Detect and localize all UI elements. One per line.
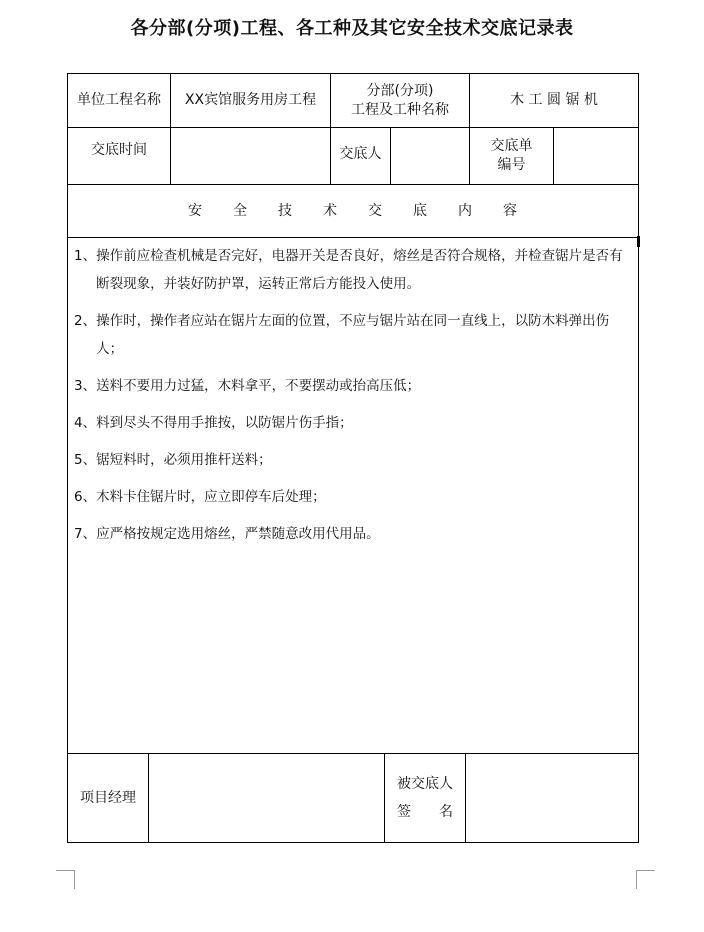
handover-time-label: 交底时间 [91,142,147,158]
list-item [74,409,632,437]
item-number: 1、 [74,248,97,264]
item-text: 锯短料时，必须用推杆送料； [96,452,272,468]
unit-name-value[interactable]: XX宾馆服务用房工程 [184,92,317,108]
recipient-label-line2: 签 名 [397,804,453,820]
list-item [74,242,632,298]
handover-person-value[interactable] [391,128,469,184]
list-item [74,520,632,548]
item-text: 送料不要用力过猛，木料拿平，不要摆动或抬高压低； [96,378,421,394]
item-number: 7、 [74,526,97,542]
project-manager-signature[interactable] [149,754,384,842]
content-body[interactable] [68,238,638,557]
handover-person-label: 交底人 [339,145,382,162]
subproject-label [331,74,469,127]
handover-number-value[interactable] [554,128,638,184]
document-title: 各分部(分项)工程、各工种及其它安全技术交底记录表 [130,18,574,39]
list-item [74,446,632,474]
item-text: 操作时，操作者应站在锯片左面的位置，不应与锯片站在同一直线上，以防木料弹出伤人； [96,313,610,357]
handover-number-label [470,128,553,184]
item-number: 2、 [74,313,97,329]
recipient-signature[interactable] [466,754,638,842]
handover-time-value[interactable] [171,128,330,184]
item-number: 3、 [74,378,97,394]
table-border-right [638,73,639,843]
page-corner-mark [56,870,75,889]
table-border-bottom [67,842,639,843]
unit-name-label: 单位工程名称 [77,92,161,108]
item-text: 木料卡住锯片时，应立即停车后处理； [96,489,326,505]
handover-number-label-line1: 交底单 [490,138,533,154]
subproject-label-line1: 分部(分项) [366,82,434,99]
item-text: 料到尽头不得用手推按，以防锯片伤手指； [96,415,353,431]
recipient-label-line1: 被交底人 [397,776,453,792]
page-corner-mark [636,870,655,889]
subproject-value[interactable]: 木 工 圆 锯 机 [510,92,598,108]
item-number: 6、 [74,489,97,505]
list-item [74,483,632,511]
recipient-label [385,754,465,842]
list-item [74,372,632,400]
handover-number-label-line2: 编号 [497,157,526,173]
subproject-label-line2: 工程及工种名称 [351,101,449,118]
list-item [74,307,632,363]
item-text: 应严格按规定选用熔丝，严禁随意改用代用品。 [96,526,380,542]
project-manager-label: 项目经理 [80,789,136,806]
item-text: 操作前应检查机械是否完好，电器开关是否良好，熔丝是否符合规格，并检查锯片是否有断裂现象，并装好防护罩，运转正常后方能投入使用。 [96,248,623,292]
item-number: 5、 [74,452,97,468]
item-number: 4、 [74,415,97,431]
content-heading: 安 全 技 术 交 底 内 容 [188,202,518,219]
